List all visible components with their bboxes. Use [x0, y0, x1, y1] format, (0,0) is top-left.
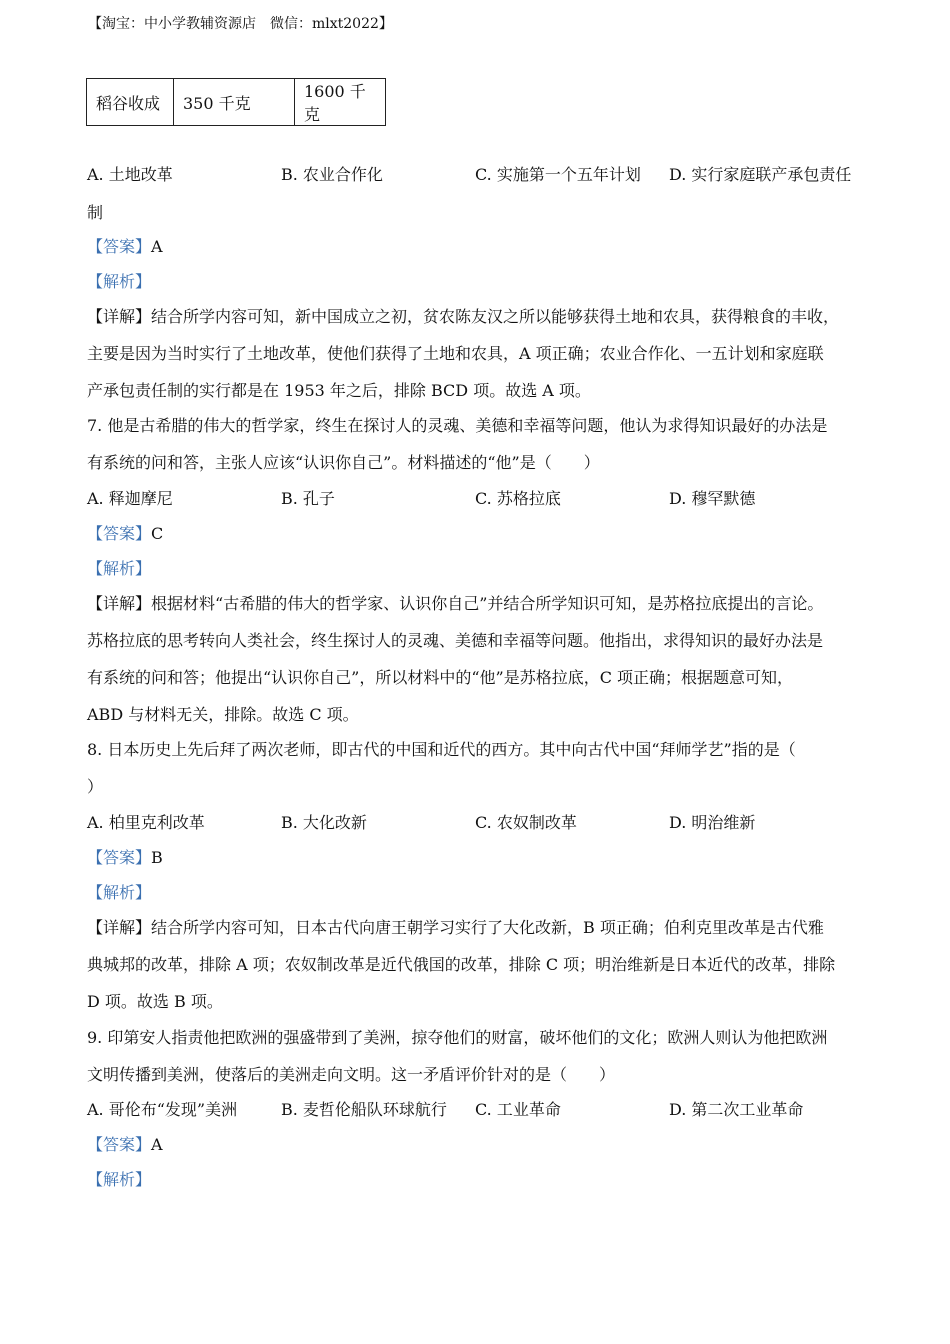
q9-option-a: A. 哥伦布“发现”美洲	[87, 1100, 238, 1119]
q9-option-d: D. 第二次工业革命	[669, 1100, 804, 1119]
q7-option-c: C. 苏格拉底	[475, 489, 561, 508]
q8-option-c: C. 农奴制改革	[475, 813, 577, 832]
detail-tag: 【详解】	[87, 307, 152, 326]
q8-analysis-tag: 【解析】	[87, 883, 152, 902]
detail-tag: 【详解】	[87, 594, 152, 613]
answer-value: B	[151, 848, 163, 867]
q7-answer	[87, 524, 163, 544]
page-header: 【淘宝：中小学教辅资源店 微信：mlxt2022】	[88, 16, 393, 32]
q6-analysis-tag: 【解析】	[87, 272, 152, 291]
q7-option-b: B. 孔子	[281, 489, 335, 508]
q9-stem-line: 文明传播到美洲，使落后的美洲走向文明。这一矛盾评价针对的是（ ）	[87, 1065, 616, 1084]
q9-answer	[87, 1135, 163, 1155]
q8-detail-line: 典城邦的改革，排除 A 项；农奴制改革是近代俄国的改革，排除 C 项；明治维新是日本近代的改革，排除	[87, 955, 836, 974]
q7-detail-line: 苏格拉底的思考转向人类社会，终生探讨人的灵魂、美德和幸福等问题。他指出，求得知识的最好办法是	[87, 631, 824, 650]
q6-option-a: A. 土地改革	[87, 165, 173, 184]
q7-stem-line: 有系统的问和答，主张人应该“认识你自己”。材料描述的“他”是（ ）	[87, 453, 600, 472]
answer-value: A	[151, 237, 163, 256]
q9-option-c: C. 工业革命	[475, 1100, 561, 1119]
q8-stem-line: 8. 日本历史上先后拜了两次老师，即古代的中国和近代的西方。其中向古代中国“拜师学艺”指的是（	[87, 740, 796, 759]
table-cell-label: 稻谷收成	[87, 79, 174, 126]
q7-analysis-tag: 【解析】	[87, 559, 152, 578]
q8-option-d: D. 明治维新	[669, 813, 756, 832]
table-row	[87, 79, 386, 126]
q7-detail-line: 有系统的问和答；他提出“认识你自己”，所以材料中的“他”是苏格拉底，C 项正确；根据题意可知，	[87, 668, 794, 687]
answer-tag: 【答案】	[87, 1135, 152, 1154]
q6-option-d-wrap: 制	[87, 203, 104, 222]
q6-option-c: C. 实施第一个五年计划	[475, 165, 641, 184]
q6-detail-line: 【详解】结合所学内容可知，新中国成立之初，贫农陈友汉之所以能够获得土地和农具，获得粮食的丰收，	[87, 307, 840, 326]
q6-option-b: B. 农业合作化	[281, 165, 383, 184]
detail-tag: 【详解】	[87, 918, 152, 937]
answer-tag: 【答案】	[87, 848, 152, 867]
q6-answer	[87, 237, 163, 257]
q7-detail-line: 【详解】根据材料“古希腊的伟大的哲学家、认识你自己”并结合所学知识可知，是苏格拉底提出的言论。	[87, 594, 824, 613]
q9-option-b: B. 麦哲伦船队环球航行	[281, 1100, 447, 1119]
q6-detail-line: 主要是因为当时实行了土地改革，使他们获得了土地和农具，A 项正确；农业合作化、一五计划和家庭联	[87, 344, 824, 363]
answer-value: C	[151, 524, 164, 543]
harvest-table	[86, 78, 386, 126]
q9-analysis-tag: 【解析】	[87, 1170, 152, 1189]
q6-detail-line: 产承包责任制的实行都是在 1953 年之后，排除 BCD 项。故选 A 项。	[87, 381, 591, 400]
q6-option-d: D. 实行家庭联产承包责任	[669, 165, 852, 184]
q8-detail-line: D 项。故选 B 项。	[87, 992, 223, 1011]
q8-option-a: A. 柏里克利改革	[87, 813, 205, 832]
table-cell-before: 350 千克	[174, 79, 295, 126]
table-cell-after: 1600 千克	[295, 79, 386, 126]
q7-stem-line: 7. 他是古希腊的伟大的哲学家，终生在探讨人的灵魂、美德和幸福等问题，他认为求得知识最好的办法是	[87, 416, 828, 435]
q7-option-a: A. 释迦摩尼	[87, 489, 173, 508]
q9-stem-line: 9. 印第安人指责他把欧洲的强盛带到了美洲，掠夺他们的财富，破坏他们的文化；欧洲人则认为他把欧洲	[87, 1028, 828, 1047]
q8-option-b: B. 大化改新	[281, 813, 367, 832]
q8-detail-line: 【详解】结合所学内容可知，日本古代向唐王朝学习实行了大化改新，B 项正确；伯利克里改革是古代雅	[87, 918, 824, 937]
answer-value: A	[151, 1135, 163, 1154]
q8-stem-line: ）	[87, 777, 104, 796]
q7-detail-line: ABD 与材料无关，排除。故选 C 项。	[87, 705, 359, 724]
q7-option-d: D. 穆罕默德	[669, 489, 756, 508]
answer-tag: 【答案】	[87, 237, 152, 256]
answer-tag: 【答案】	[87, 524, 152, 543]
q8-answer	[87, 848, 163, 868]
